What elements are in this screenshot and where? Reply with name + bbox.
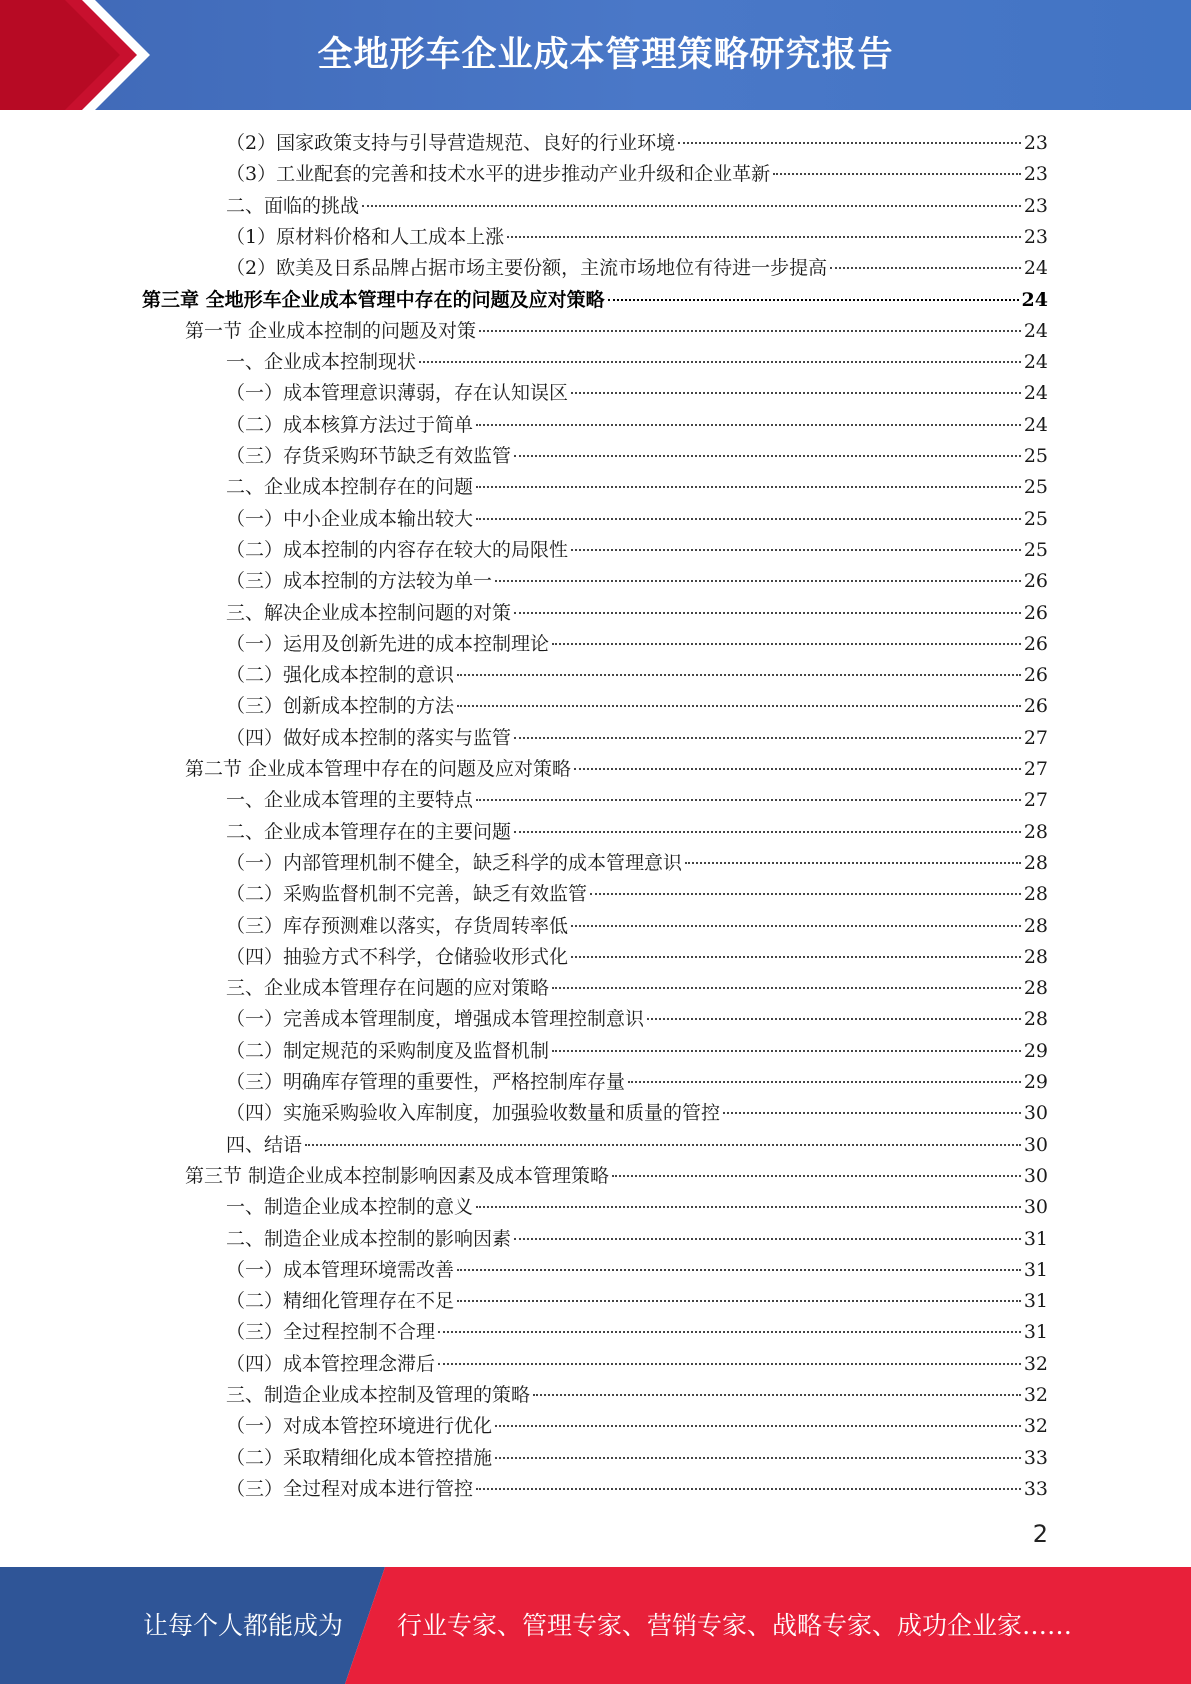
toc-dot-leader [685,862,1021,864]
toc-entry-title: 第三节 制造企业成本控制影响因素及成本管理策略 [185,1164,610,1187]
toc-dot-leader [514,737,1021,739]
page-number: 2 [1032,1520,1048,1548]
toc-entry-title: 三、企业成本管理存在问题的应对策略 [226,977,550,1000]
toc-dot-leader [495,1425,1021,1427]
toc-entry-page: 24 [1023,257,1048,280]
toc-entry-page: 29 [1023,1039,1048,1062]
toc-dot-leader [457,674,1021,676]
toc-dot-leader [830,267,1021,269]
toc-dot-leader [628,1081,1021,1083]
toc-dot-leader [552,643,1021,645]
toc-entry-title: 二、企业成本控制存在的问题 [226,476,474,499]
toc-entry-row[interactable] [226,1286,1048,1317]
toc-entry-row[interactable] [226,973,1048,1004]
toc-entry-row[interactable] [226,535,1048,566]
toc-dot-leader [419,361,1021,363]
toc-entry-title: （二）成本核算方法过于简单 [226,413,474,436]
toc-entry-row[interactable] [226,911,1048,942]
toc-entry-title: 第三章 全地形车企业成本管理中存在的问题及应对策略 [142,288,605,311]
toc-dot-leader [647,1018,1021,1020]
toc-entry-title: 一、制造企业成本控制的意义 [226,1196,474,1219]
toc-entry-row[interactable] [226,410,1048,441]
toc-entry-row[interactable] [226,723,1048,754]
toc-dot-leader [495,580,1021,582]
toc-dot-leader [574,768,1021,770]
toc-entry-title: 第二节 企业成本管理中存在的问题及应对策略 [185,758,572,780]
toc-entry-title: （3）工业配套的完善和技术水平的进步推动产业升级和企业革新 [226,163,771,186]
toc-dot-leader [457,1269,1021,1271]
toc-entry-row[interactable] [226,598,1048,629]
toc-entry-row[interactable] [226,1255,1048,1286]
toc-entry-title: （2）欧美及日系品牌占据市场主要份额，主流市场地位有待进一步提高 [226,257,828,280]
toc-entry-row[interactable] [226,879,1048,910]
toc-entry-row[interactable] [226,1036,1048,1067]
toc-entry-row[interactable] [226,253,1048,284]
toc-entry-title: （一）成本管理意识薄弱，存在认知误区 [226,382,569,405]
toc-entry-page: 24 [1023,319,1048,342]
toc-entry-row[interactable] [226,472,1048,503]
toc-entry-row[interactable] [226,504,1048,535]
toc-entry-page: 24 [1023,413,1048,436]
toc-entry-title: 一、企业成本管理的主要特点 [226,789,474,812]
footer-slogan-lead: 让每个人都能成为 [143,1611,344,1640]
toc-entry-row[interactable] [226,1004,1048,1035]
toc-entry-page: 28 [1023,883,1048,906]
toc-entry-row[interactable] [226,691,1048,722]
toc-entry-title: 二、面临的挑战 [226,194,360,217]
toc-dot-leader [552,1050,1021,1052]
toc-entry-title: （一）对成本管控环境进行优化 [226,1415,493,1438]
toc-entry-row[interactable] [226,1443,1048,1474]
toc-entry-page: 23 [1023,225,1048,248]
toc-dot-leader [514,831,1021,833]
header-banner [0,0,1191,110]
toc-dot-leader [514,612,1021,614]
toc-entry-row[interactable] [226,128,1048,159]
toc-entry-row[interactable] [226,566,1048,597]
toc-dot-leader [571,925,1021,927]
toc-entry-page: 33 [1023,1477,1048,1500]
toc-entry-title: （三）创新成本控制的方法 [226,695,455,718]
toc-entry-title: （二）成本控制的内容存在较大的局限性 [226,538,569,561]
toc-entry-title: 第一节 企业成本控制的问题及对策 [185,319,477,342]
toc-entry-page: 25 [1023,507,1048,530]
toc-entry-title: （2）国家政策支持与引导营造规范、良好的行业环境 [226,132,676,154]
toc-entry-page: 24 [1023,351,1048,374]
toc-entry-title: （一）完善成本管理制度，增强成本管理控制意识 [226,1008,645,1031]
toc-entry-page: 23 [1023,132,1048,154]
toc-dot-leader [612,1175,1021,1177]
toc-entry-page: 26 [1023,601,1048,624]
toc-entry-page: 29 [1023,1071,1048,1093]
toc-entry-title: （三）全过程对成本进行管控 [226,1477,474,1500]
toc-entry-row[interactable] [226,378,1048,409]
toc-entry-page: 27 [1023,726,1048,749]
toc-entry-row[interactable] [226,1098,1048,1129]
toc-entry-page: 26 [1023,695,1048,718]
toc-entry-page: 28 [1023,914,1048,937]
toc-entry-page: 32 [1023,1415,1048,1438]
toc-entry-title: （四）成本管控理念滞后 [226,1352,436,1375]
toc-entry-page: 33 [1023,1446,1048,1469]
toc-entry-page: 31 [1023,1227,1048,1250]
toc-entry-title: （三）存货采购环节缺乏有效监管 [226,445,512,467]
toc-entry-row[interactable] [226,785,1048,816]
toc-entry-row[interactable] [226,848,1048,879]
toc-entry-row[interactable] [226,1224,1048,1255]
toc-dot-leader [476,1206,1021,1208]
toc-entry-page: 28 [1023,851,1048,874]
toc-entry-title: （一）成本管理环境需改善 [226,1258,455,1281]
toc-entry-page: 30 [1023,1196,1048,1219]
toc-entry-row[interactable] [226,347,1048,378]
toc-entry-title: （二）制定规范的采购制度及监督机制 [226,1039,550,1062]
toc-entry-page: 31 [1023,1321,1048,1344]
toc-entry-page: 31 [1023,1258,1048,1281]
toc-dot-leader [476,424,1021,426]
toc-entry-title: 二、企业成本管理存在的主要问题 [226,820,512,843]
toc-entry-row[interactable] [226,629,1048,660]
toc-entry-row[interactable] [226,191,1048,222]
toc-entry-row[interactable] [226,942,1048,973]
toc-entry-title: （一）中小企业成本输出较大 [226,507,474,530]
toc-dot-leader [362,205,1021,207]
toc-entry-title: （二）强化成本控制的意识 [226,664,455,687]
toc-entry-title: （三）全过程控制不合理 [226,1321,436,1344]
toc-entry-title: （二）采购监督机制不完善，缺乏有效监管 [226,883,588,906]
toc-section-row[interactable] [185,1161,1048,1192]
toc-entry-title: （四）抽验方式不科学，仓储验收形式化 [226,945,569,968]
toc-entry-row[interactable] [226,1317,1048,1348]
toc-entry-page: 28 [1023,945,1048,968]
toc-dot-leader [571,956,1021,958]
toc-entry-row[interactable] [226,1130,1048,1161]
toc-dot-leader [476,518,1021,520]
toc-dot-leader [457,705,1021,707]
toc-entry-page: 26 [1023,664,1048,687]
toc-dot-leader [608,299,1019,301]
toc-entry-row[interactable] [226,1067,1048,1098]
toc-entry-page: 28 [1023,1008,1048,1031]
footer-banner [0,1567,1191,1684]
toc-dot-leader [590,893,1021,895]
toc-dot-leader [678,142,1021,144]
toc-entry-page: 26 [1023,570,1048,593]
toc-entry-row[interactable] [226,1380,1048,1411]
toc-entry-row[interactable] [226,441,1048,472]
toc-dot-leader [571,549,1021,551]
toc-dot-leader [476,486,1021,488]
toc-dot-leader [305,1144,1021,1146]
toc-entry-page: 28 [1023,820,1048,843]
toc-dot-leader [495,1457,1021,1459]
toc-dot-leader [773,173,1021,175]
toc-dot-leader [552,987,1021,989]
toc-entry-page: 23 [1023,194,1048,217]
toc-dot-leader [438,1363,1021,1365]
toc-entry-page: 25 [1023,476,1048,499]
toc-dot-leader [457,1300,1021,1302]
toc-entry-title: （四）实施采购验收入库制度，加强验收数量和质量的管控 [226,1102,721,1125]
toc-entry-title: （一）内部管理机制不健全，缺乏科学的成本管理意识 [226,851,683,874]
toc-entry-page: 32 [1023,1352,1048,1375]
toc-entry-title: （二）精细化管理存在不足 [226,1290,455,1313]
toc-dot-leader [507,236,1021,238]
toc-entry-row[interactable] [226,817,1048,848]
toc-entry-title: （一）运用及创新先进的成本控制理论 [226,632,550,655]
toc-entry-title: （1）原材料价格和人工成本上涨 [226,225,505,248]
toc-dot-leader [514,1238,1021,1240]
toc-entry-page: 30 [1023,1164,1048,1187]
toc-entry-page: 24 [1023,382,1048,405]
toc-entry-page: 27 [1023,758,1048,780]
toc-entry-page: 24 [1021,288,1048,311]
toc-section-row[interactable] [185,316,1048,347]
toc-entry-title: （三）明确库存管理的重要性，严格控制库存量 [226,1071,626,1093]
report-title: 全地形车企业成本管理策略研究报告 [317,35,894,75]
toc-entry-title: 三、解决企业成本控制问题的对策 [226,601,512,624]
toc-dot-leader [476,799,1021,801]
toc-dot-leader [476,1488,1021,1490]
toc-entry-row[interactable] [226,159,1048,190]
toc-entry-page: 26 [1023,632,1048,655]
toc-entry-row[interactable] [226,660,1048,691]
toc-entry-row[interactable] [226,1474,1048,1505]
toc-section-row[interactable] [185,754,1048,785]
toc-entry-page: 30 [1023,1102,1048,1125]
toc-entry-page: 28 [1023,977,1048,1000]
toc-entry-page: 25 [1023,538,1048,561]
toc-dot-leader [514,455,1021,457]
toc-dot-leader [723,1112,1021,1114]
toc-entry-page: 32 [1023,1384,1048,1406]
toc-entry-page: 25 [1023,445,1048,467]
toc-entry-title: 一、企业成本控制现状 [226,351,417,374]
toc-entry-title: （三）库存预测难以落实，存货周转率低 [226,914,569,937]
toc-entry-row[interactable] [226,1192,1048,1223]
toc-entry-row[interactable] [226,1411,1048,1442]
toc-entry-title: （四）做好成本控制的落实与监管 [226,726,512,749]
toc-entry-title: （二）采取精细化成本管控措施 [226,1446,493,1469]
toc-entry-page: 27 [1023,789,1048,812]
toc-entry-title: 二、制造企业成本控制的影响因素 [226,1227,512,1250]
toc-entry-title: 四、结语 [226,1133,303,1156]
toc-entry-title: 三、制造企业成本控制及管理的策略 [226,1384,531,1406]
toc-entry-row[interactable] [226,222,1048,253]
footer-slogan-roles: 行业专家、管理专家、营销专家、战略专家、成功企业家…… [397,1611,1073,1640]
toc-chapter-row[interactable] [142,285,1048,316]
toc-entry-page: 30 [1023,1133,1048,1156]
toc-dot-leader [571,392,1021,394]
toc-dot-leader [479,330,1021,332]
toc-entry-page: 23 [1023,163,1048,186]
toc-entry-title: （三）成本控制的方法较为单一 [226,570,493,593]
toc-dot-leader [438,1331,1021,1333]
toc-dot-leader [533,1394,1021,1396]
toc-entry-row[interactable] [226,1349,1048,1380]
toc-entry-page: 31 [1023,1290,1048,1313]
